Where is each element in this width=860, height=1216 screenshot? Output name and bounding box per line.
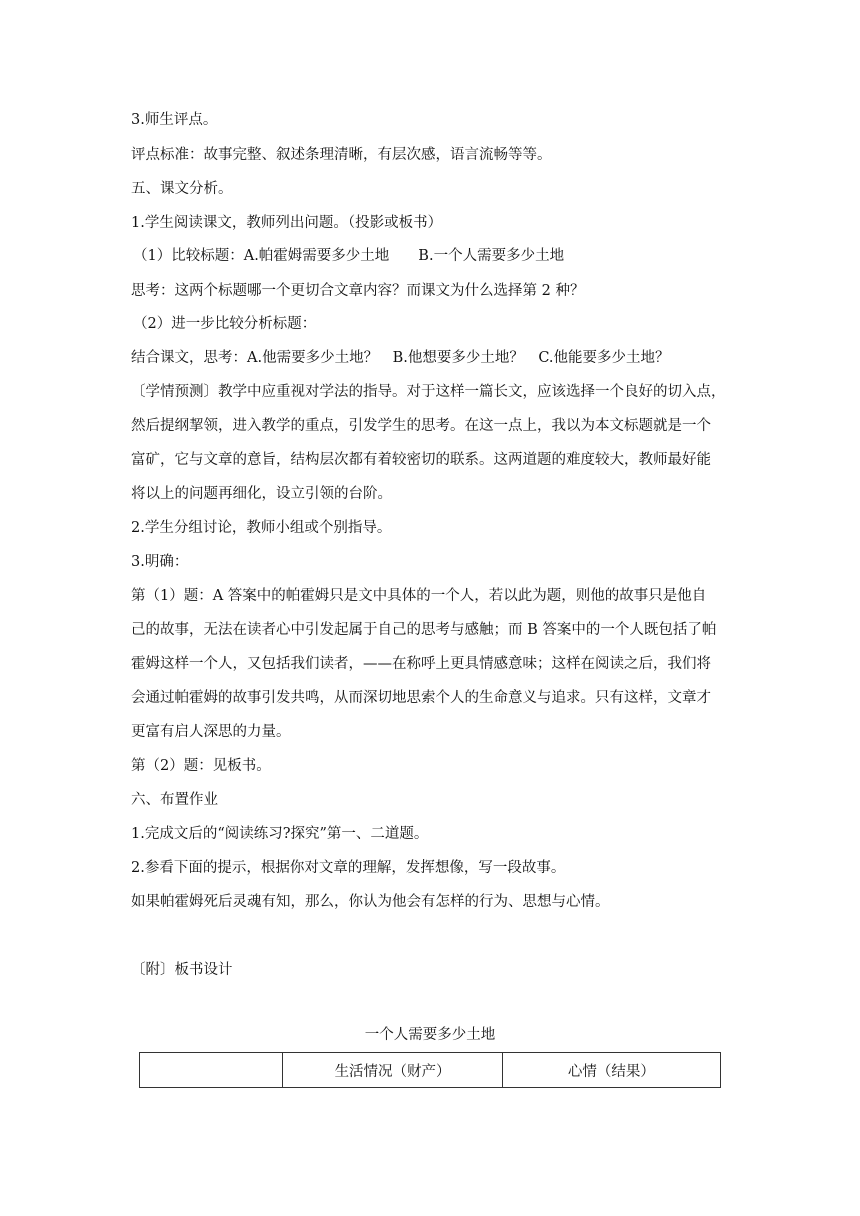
paragraph-line: 2.学生分组讨论，教师小组或个别指导。 bbox=[131, 520, 392, 536]
paragraph-line: 3.师生评点。 bbox=[131, 112, 218, 128]
section-heading: 六、布置作业 bbox=[131, 792, 218, 808]
table-row bbox=[140, 1053, 721, 1088]
paragraph-line: 会通过帕霍姆的故事引发共鸣，从而深切地思索个人的生命意义与追求。只有这样，文章才 bbox=[131, 690, 711, 706]
paragraph-line: 思考：这两个标题哪一个更切合文章内容？而课文为什么选择第 2 种？ bbox=[131, 283, 585, 299]
table-header-mood: 心情（结果） bbox=[502, 1053, 720, 1088]
paragraph-line: 1.完成文后的“阅读练习?探究”第一、二道题。 bbox=[131, 826, 429, 842]
paragraph-line: 富矿，它与文章的意旨，结构层次都有着较密切的联系。这两道题的难度较大，教师最好能 bbox=[131, 452, 711, 468]
paragraph-line: 己的故事，无法在读者心中引发起属于自己的思考与感触；而 B 答案中的一个人既包括了帕 bbox=[131, 622, 717, 638]
table-cell-empty bbox=[140, 1053, 283, 1088]
table-header-life-situation: 生活情况（财产） bbox=[283, 1053, 502, 1088]
section-heading: 五、课文分析。 bbox=[131, 181, 233, 197]
paragraph-line: 结合课文，思考：A.他需要多少土地？ B.他想要多少土地？ C.他能要多少土地？ bbox=[131, 350, 670, 366]
paragraph-line: 评点标准：故事完整、叙述条理清晰，有层次感，语言流畅等等。 bbox=[131, 147, 552, 163]
paragraph-line: 霍姆这样一个人，又包括我们读者，——在称呼上更具情感意味；这样在阅读之后，我们将 bbox=[131, 656, 711, 672]
paragraph-line: 1.学生阅读课文，教师列出问题。（投影或板书） bbox=[131, 215, 443, 231]
paragraph-line: 第（1）题：A 答案中的帕霍姆只是文中具体的一个人，若以此为题，则他的故事只是他自 bbox=[131, 588, 707, 604]
appendix-heading: 〔附〕板书设计 bbox=[131, 962, 233, 978]
board-title: 一个人需要多少土地 bbox=[364, 1027, 496, 1043]
paragraph-line: 〔学情预测〕教学中应重视对学法的指导。对于这样一篇长文，应该选择一个良好的切入点， bbox=[131, 384, 726, 400]
paragraph-line: （1）比较标题：A.帕霍姆需要多少土地 B.一个人需要多少土地 bbox=[133, 248, 565, 264]
paragraph-line: 第（2）题：见板书。 bbox=[131, 758, 271, 774]
paragraph-line: 3.明确： bbox=[131, 554, 189, 570]
paragraph-line: 更富有启人深思的力量。 bbox=[131, 724, 291, 740]
board-design-table bbox=[139, 1052, 721, 1088]
paragraph-line: 然后提纲挈领，进入教学的重点，引发学生的思考。在这一点上，我以为本文标题就是一个 bbox=[131, 418, 711, 434]
paragraph-line: 将以上的问题再细化，设立引领的台阶。 bbox=[131, 486, 392, 502]
paragraph-line: （2）进一步比较分析标题： bbox=[133, 316, 317, 332]
paragraph-line: 2.参看下面的提示，根据你对文章的理解，发挥想像，写一段故事。 bbox=[131, 860, 566, 876]
paragraph-line: 如果帕霍姆死后灵魂有知，那么，你认为他会有怎样的行为、思想与心情。 bbox=[131, 894, 610, 910]
